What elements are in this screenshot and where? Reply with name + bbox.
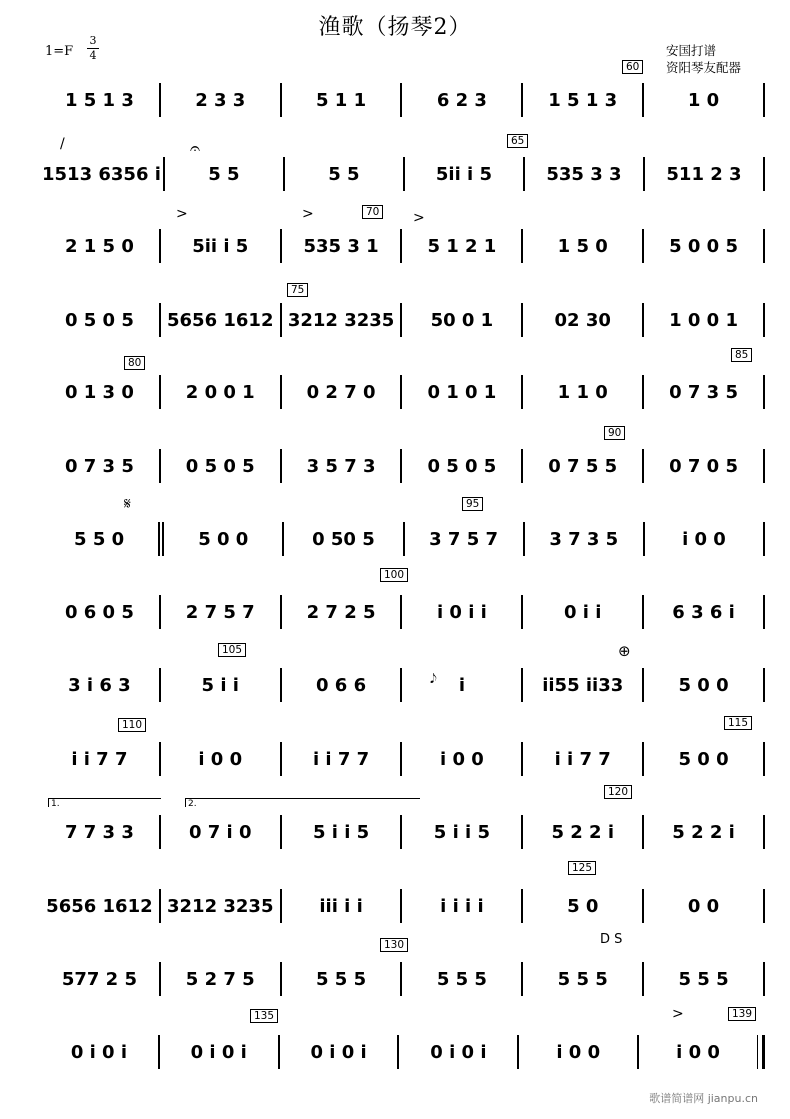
volta-1: 1.	[48, 798, 161, 807]
measure: 5 5 5	[316, 968, 367, 990]
staff-row	[40, 446, 765, 482]
slash-mark: /	[60, 136, 65, 152]
measure-number: 120	[604, 785, 632, 799]
staff-row	[40, 1032, 765, 1068]
measure-number: 75	[287, 283, 308, 297]
measure: 1 5 0	[557, 235, 608, 257]
measure: 3212 3235	[167, 895, 274, 917]
measure-number: 125	[568, 861, 596, 875]
final-barline	[757, 1035, 765, 1069]
watermark: 歌谱简谱网 jianpu.cn	[649, 1092, 758, 1105]
staff-row-content	[40, 1040, 765, 1064]
measure: 577 2 5	[61, 968, 137, 990]
measure: 2 1 5 0	[64, 235, 134, 257]
measure: 5656 1612	[46, 895, 153, 917]
barline	[763, 815, 765, 849]
staff-row	[40, 372, 765, 408]
measure-number: 95	[462, 497, 483, 511]
measure-number: 70	[362, 205, 383, 219]
barline	[763, 375, 765, 409]
measure-number: 100	[380, 568, 408, 582]
barline	[763, 229, 765, 263]
measure: i 0 0	[556, 1041, 601, 1063]
measure: 7 7 3 3	[64, 821, 134, 843]
staff-row	[40, 739, 765, 775]
staff-row	[40, 959, 765, 995]
measure: 3 7 5 7	[429, 528, 499, 550]
fermata-icon: 𝄐	[190, 138, 201, 159]
credit-arranger: 资阳琴友配器	[666, 60, 742, 75]
barline	[763, 157, 765, 191]
measure: i 0 0	[198, 748, 243, 770]
staff-row	[40, 519, 765, 555]
measure: 535 3 1	[303, 235, 379, 257]
measure: 1 0 0 1	[669, 309, 738, 331]
barline	[763, 962, 765, 996]
measure: 5ii i 5	[435, 163, 492, 185]
staff-row-content	[40, 600, 765, 624]
measure: 2 0 0 1	[185, 381, 255, 403]
accent-icon: >	[672, 1006, 684, 1022]
accent-icon: >	[176, 206, 188, 222]
measure-number: 90	[604, 426, 625, 440]
measure: iii i i	[319, 895, 363, 917]
measure: 5 1 2 1	[427, 235, 497, 257]
staff-row-content	[40, 380, 765, 404]
measure: ii55 ii33	[542, 674, 624, 696]
measure: 1513 6356 i	[42, 163, 161, 185]
measure: 5 5 5	[678, 968, 729, 990]
staff-row	[40, 665, 765, 701]
barline	[763, 742, 765, 776]
measure: 5 0 0	[198, 528, 249, 550]
staff-row-content	[40, 454, 765, 478]
measure-number: 60	[622, 60, 643, 74]
accent-icon: >	[413, 210, 425, 226]
measure: 0 1 3 0	[64, 381, 134, 403]
staff-row-content	[40, 747, 765, 771]
measure: i i 7 7	[554, 748, 611, 770]
measure: 2 3 3	[195, 89, 246, 111]
staff-row	[40, 886, 765, 922]
measure: 50 0 1	[430, 309, 494, 331]
measure: i i 7 7	[312, 748, 370, 770]
staff-row	[40, 812, 765, 848]
measure: i 0 0	[676, 1041, 720, 1063]
measure: 0 5 0 5	[427, 455, 497, 477]
ds-mark: D S	[600, 932, 623, 947]
measure: 5 5 5	[557, 968, 608, 990]
coda-icon: ⊕	[618, 642, 631, 660]
barline	[763, 889, 765, 923]
staff-row-content	[40, 820, 765, 844]
measure: i i i i	[440, 895, 484, 917]
measure: 02 30	[554, 309, 611, 331]
staff-row-content	[40, 967, 765, 991]
measure: 0 2 7 0	[306, 381, 376, 403]
staff-row-content	[40, 894, 765, 918]
measure: 0 6 6	[316, 674, 367, 696]
measure: 1 0	[687, 89, 720, 111]
measure: 0 i 0 i	[70, 1041, 128, 1063]
staff-row	[40, 154, 765, 190]
volta-2: 2.	[185, 798, 420, 807]
staff-row-content	[40, 527, 765, 551]
measure-number: 105	[218, 643, 246, 657]
staff-row-content	[40, 673, 765, 697]
measure: 5 2 2 i	[551, 821, 614, 843]
measure: 3212 3235	[287, 309, 395, 331]
measure: i 0 i i	[436, 601, 487, 623]
barline	[763, 668, 765, 702]
measure-number: 85	[731, 348, 752, 362]
staff-row-content	[40, 234, 765, 258]
barline	[763, 83, 765, 117]
measure: 0 5 0 5	[64, 309, 134, 331]
measure: 1 1 0	[557, 381, 608, 403]
measure: 0 7 3 5	[64, 455, 134, 477]
measure: 5 1 1	[316, 89, 367, 111]
measure: 2 7 5 7	[185, 601, 255, 623]
measure: 5 5 0	[74, 528, 125, 550]
measure: 5 5	[328, 163, 360, 185]
measure: 511 2 3	[666, 163, 742, 185]
measure: 5656 1612	[167, 309, 274, 331]
accent-icon: >	[302, 206, 314, 222]
measure: 5 0 0 5	[669, 235, 738, 257]
measure-number: 135	[250, 1009, 278, 1023]
tremolo-icon: 𝅘𝅥𝅮	[430, 672, 437, 687]
measure: 5ii i 5	[192, 235, 249, 257]
measure: 5 0 0	[678, 674, 729, 696]
credits	[666, 42, 741, 76]
measure: 3 7 3 5	[549, 528, 619, 550]
measure: 0 7 0 5	[669, 455, 738, 477]
measure: 0 50 5	[312, 528, 375, 550]
measure-number: 110	[118, 718, 146, 732]
measure: 0 i 0 i	[310, 1041, 367, 1063]
measure: 5 0 0	[678, 748, 729, 770]
measure-number: 80	[124, 356, 145, 370]
measure: 6 2 3	[436, 89, 487, 111]
measure: 3 i 6 3	[68, 674, 131, 696]
measure: 5 2 2 i	[672, 821, 735, 843]
barline	[763, 522, 765, 556]
measure: 5 i i 5	[312, 821, 370, 843]
staff-row-content	[40, 162, 765, 186]
measure: 5 i i 5	[433, 821, 490, 843]
barline	[763, 449, 765, 483]
time-signature	[87, 34, 99, 63]
measure: 0 7 i 0	[188, 821, 252, 843]
time-signature-top: 3	[89, 34, 97, 47]
staff-row-content	[40, 308, 765, 332]
measure: 5 0	[567, 895, 599, 917]
time-signature-bottom: 4	[87, 48, 99, 63]
measure: 0 1 0 1	[427, 381, 497, 403]
measure: i i 7 7	[71, 748, 128, 770]
measure: i	[458, 674, 465, 696]
key-signature: 1=F	[45, 44, 74, 59]
measure: 5 i i	[201, 674, 239, 696]
measure: 5 2 7 5	[185, 968, 255, 990]
measure: 5 5	[208, 163, 240, 185]
measure: 3 5 7 3	[306, 455, 376, 477]
measure: 0 i 0 i	[430, 1041, 487, 1063]
barline	[763, 595, 765, 629]
staff-row	[40, 592, 765, 628]
measure: 0 i 0 i	[190, 1041, 247, 1063]
measure: 535 3 3	[546, 163, 622, 185]
measure: 6 3 6 i	[672, 601, 735, 623]
measure: i 0 0	[440, 748, 484, 770]
measure-number: 115	[724, 716, 752, 730]
barline	[763, 303, 765, 337]
staff-row-content	[40, 88, 765, 112]
measure: 1 5 1 3	[548, 89, 618, 111]
measure: 5 5 5	[436, 968, 487, 990]
measure: 0 7 5 5	[548, 455, 618, 477]
measure: 0 6 0 5	[64, 601, 134, 623]
credit-transcriber: 安国打谱	[666, 43, 717, 58]
staff-row	[40, 80, 765, 116]
measure-number: 130	[380, 938, 408, 952]
measure: 0 5 0 5	[185, 455, 255, 477]
measure: 0 7 3 5	[669, 381, 738, 403]
measure-number: 139	[728, 1007, 756, 1021]
measure: 2 7 2 5	[306, 601, 376, 623]
segno-icon: 𝄋	[124, 494, 131, 513]
measure: 0 0	[687, 895, 720, 917]
measure-number: 65	[507, 134, 528, 148]
staff-row	[40, 226, 765, 262]
measure: 0 i i	[564, 601, 602, 623]
staff-row	[40, 300, 765, 336]
measure: i 0 0	[682, 528, 726, 550]
page-title: 渔歌（扬琴2）	[318, 15, 472, 40]
measure: 1 5 1 3	[64, 89, 134, 111]
